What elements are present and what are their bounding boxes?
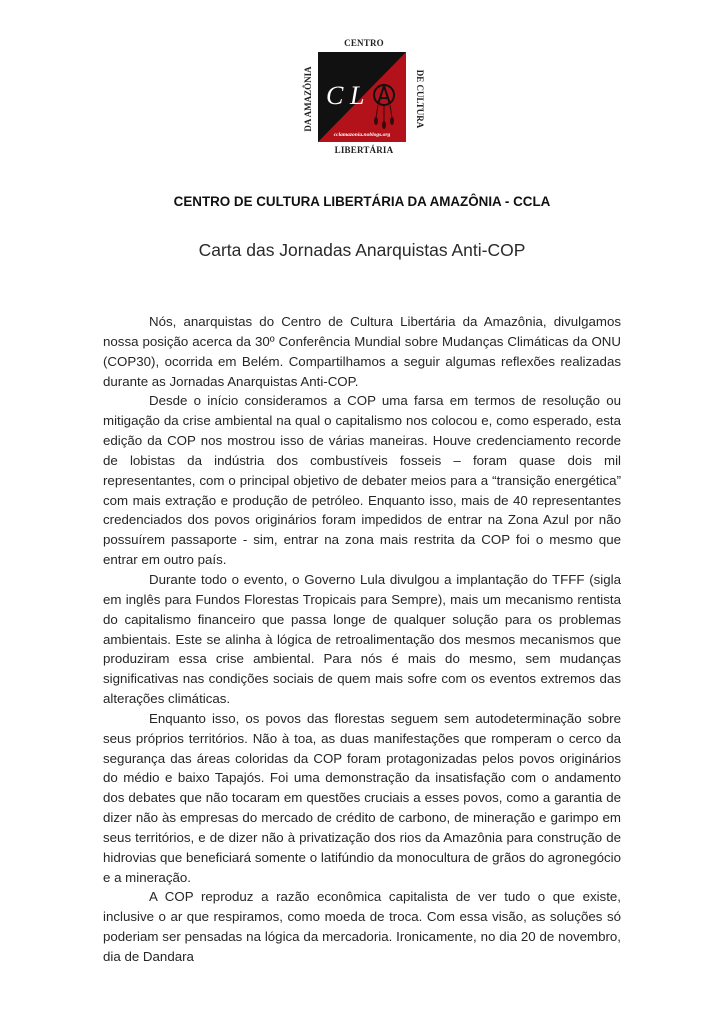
logo-url: cclamazonia.noblogs.org <box>333 132 391 138</box>
paragraph: Desde o início consideramos a COP uma farsa em termos de resolução ou mitigação da crise ambiental na qual o capitalismo nos colocou e, como esperado, esta edição da COP nos mostrou isso de várias maneiras. Houve credenciamento recorde de lobistas da indústria dos combustíveis fosseis – foram quase dois mil representantes, com o principal objetivo de debater meios para a “transição energética” com mais extração e produção de petróleo. Enquanto isso, mais de 40 representantes credenciados dos povos originários foram impedidos de entrar na Zona Azul por não possuírem passaporte - sim, entrar na zona mais restrita da COP foi o mesmo que entrar em outro país. <box>103 393 621 568</box>
ccla-logo <box>300 34 428 158</box>
document-body <box>103 312 621 967</box>
logo-emblem <box>318 52 406 142</box>
logo-top-text: CENTRO <box>344 38 384 48</box>
logo-left-text: DA AMAZÔNIA <box>303 66 313 132</box>
organization-heading: CENTRO DE CULTURA LIBERTÁRIA DA AMAZÔNIA - CCLA <box>173 194 551 209</box>
paragraph: Durante todo o evento, o Governo Lula divulgou a implantação do TFFF (sigla em inglês para Fundos Florestas Tropicais para Sempre), mais um mecanismo rentista do capitalismo financeiro que passa longe de qualquer solução para os problemas ambientais. Este se alinha à lógica de retroalimentação dos mesmos mecanismos que produziram essa crise ambiental. Para nós é mais do mesmo, sem mudanças significativas nas condições sociais de quem mais sofre com os eventos extremos das alterações climáticas. <box>103 571 621 707</box>
logo-monogram-l: L <box>350 81 365 110</box>
logo-bottom-text: LIBERTÁRIA <box>334 145 394 155</box>
paragraph: A COP reproduz a razão econômica capitalista de ver tudo o que existe, inclusive o ar que respiramos, como moeda de troca. Com essa visão, as soluções só poderiam ser pensadas na lógica da mercadoria. Ironicamente, no dia 20 de novembro, dia de Dandara <box>103 889 621 964</box>
logo-monogram-c: C <box>326 81 344 110</box>
logo-emblem-graphic <box>318 52 406 142</box>
document-title: Carta das Jornadas Anarquistas Anti-COP <box>198 240 526 260</box>
logo-right-text: DE CULTURA <box>415 69 425 129</box>
paragraph: Enquanto isso, os povos das florestas seguem sem autodeterminação sobre seus próprios territórios. Não à toa, as duas manifestações que romperam o cerco da segurança das áreas coloridas da COP foram protagonizadas pelos povos originários do médio e baixo Tapajós. Foi uma demonstração da insatisfação com o andamento dos debates que não tocaram em questões cruciais a esses povos, como a garantia de dizer não às empresas do mercado de crédito de carbono, de mineração e garimpo em seus territórios, e de dizer não à privatização dos rios da Amazônia para construção de hidrovias que beneficiará somente o latifúndio da monocultura de grãos do agronegócio e a mineração. <box>103 710 621 885</box>
paragraph: Nós, anarquistas do Centro de Cultura Libertária da Amazônia, divulgamos nossa posição acerca da 30º Conferência Mundial sobre Mudanças Climáticas da ONU (COP30), ocorrida em Belém. Compartilhamos a seguir algumas reflexões realizadas durante as Jornadas Anarquistas Anti-COP. <box>103 314 621 389</box>
